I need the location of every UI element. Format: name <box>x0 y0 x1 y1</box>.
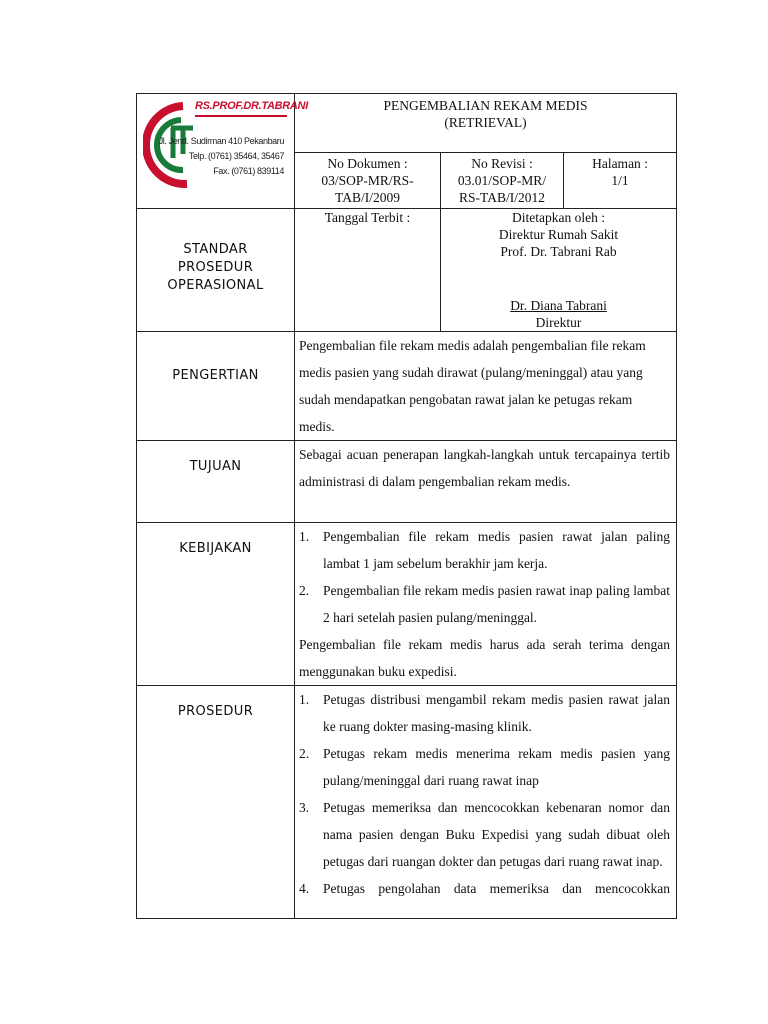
list-item <box>299 740 670 794</box>
page-label: Halaman : <box>592 156 648 171</box>
list-item <box>299 875 670 902</box>
issue-date-label: Tanggal Terbit : <box>324 210 411 225</box>
revision-number-cell <box>441 153 564 209</box>
hospital-logo-cell <box>137 94 308 209</box>
sop-label-cell <box>137 209 295 332</box>
document-title <box>295 94 677 153</box>
approval-cell <box>441 209 677 332</box>
kebijakan-label-cell <box>137 523 295 686</box>
page-value: 1/1 <box>611 173 629 188</box>
pengertian-content <box>295 332 677 441</box>
signer-role: Direktur <box>535 315 582 330</box>
doc-number-label: No Dokumen : <box>327 156 408 171</box>
document-number-cell <box>295 153 441 209</box>
issue-date-cell <box>295 209 441 332</box>
page-number-cell <box>564 153 677 209</box>
pengertian-label: PENGERTIAN <box>172 368 259 383</box>
list-text: Petugas rekam medis menerima rekam medis pasien yang pulang/meninggal dari ruang rawat inap <box>323 746 671 788</box>
list-item <box>299 523 670 577</box>
signer-name: Dr. Diana Tabrani <box>510 298 607 313</box>
sop-label-line-3: OPERASIONAL <box>167 278 264 293</box>
title-line-2: (RETRIEVAL) <box>444 115 527 130</box>
kebijakan-list <box>299 523 670 631</box>
hospital-fax: Fax. (0761) 839114 <box>213 166 284 176</box>
list-text: Petugas memeriksa dan mencocokkan kebenaran nomor dan nama pasien dengan Buku Expedisi yang sudah dibuat oleh petugas dari ruangan dokter dan petugas dari ruang rawat inap. <box>323 800 671 869</box>
pengertian-text: Pengembalian file rekam medis adalah pengembalian file rekam medis pasien yang sudah dirawat (pulang/meninggal) atau yang sudah mendapatkan pengobatan rawat jalan ke petugas rekam medis. <box>299 338 646 434</box>
doc-number-value-2: TAB/I/2009 <box>335 190 400 205</box>
list-number: 1. <box>299 529 310 544</box>
prosedur-label-cell <box>137 686 295 919</box>
hospital-address: Jl. Jend. Sudirman 410 Pekanbaru <box>158 136 284 146</box>
revision-value-1: 03.01/SOP-MR/ <box>457 173 547 188</box>
hospital-name-underline <box>195 115 287 117</box>
sop-table <box>136 93 677 919</box>
list-number: 4. <box>299 881 310 896</box>
list-text: Petugas pengolahan data memeriksa dan mencocokkan <box>323 881 671 896</box>
tujuan-label-cell <box>137 441 295 523</box>
tujuan-text: Sebagai acuan penerapan langkah-langkah untuk tercapainya tertib administrasi di dalam pengembalian rekam medis. <box>299 447 671 489</box>
pengertian-label-cell <box>137 332 295 441</box>
revision-label: No Revisi : <box>471 156 533 171</box>
list-text: Petugas distribusi mengambil rekam medis pasien rawat jalan ke ruang dokter masing-masing klinik. <box>323 692 671 734</box>
kebijakan-content <box>295 523 677 686</box>
list-item <box>299 794 670 875</box>
sop-label-line-1: STANDAR <box>183 242 248 257</box>
approved-by-name: Prof. Dr. Tabrani Rab <box>500 244 617 259</box>
prosedur-label: PROSEDUR <box>177 704 254 719</box>
list-item <box>299 686 670 740</box>
sop-label-line-2: PROSEDUR <box>177 260 254 275</box>
list-number: 1. <box>299 692 310 707</box>
list-text: Pengembalian file rekam medis pasien rawat inap paling lambat 2 hari setelah pasien pulang/meninggal. <box>323 583 671 625</box>
doc-number-value-1: 03/SOP-MR/RS- <box>321 173 414 188</box>
kebijakan-label: KEBIJAKAN <box>179 541 252 556</box>
tujuan-content <box>295 441 677 523</box>
prosedur-content <box>295 686 677 919</box>
approved-by-label: Ditetapkan oleh : <box>512 210 605 225</box>
title-line-1: PENGEMBALIAN REKAM MEDIS <box>383 98 588 113</box>
list-number: 2. <box>299 583 310 598</box>
kebijakan-note: Pengembalian file rekam medis harus ada serah terima dengan menggunakan buku expedisi. <box>299 637 671 679</box>
approved-by-org: Direktur Rumah Sakit <box>498 227 619 242</box>
revision-value-2: RS-TAB/I/2012 <box>459 190 545 205</box>
list-item <box>299 577 670 631</box>
tujuan-label: TUJUAN <box>189 459 242 474</box>
hospital-phone: Telp. (0761) 35464, 35467 <box>188 151 284 161</box>
list-number: 2. <box>299 746 310 761</box>
list-number: 3. <box>299 800 310 815</box>
prosedur-list <box>299 686 670 902</box>
list-text: Pengembalian file rekam medis pasien rawat jalan paling lambat 1 jam sebelum berakhir jam kerja. <box>323 529 671 571</box>
hospital-name: RS.PROF.DR.TABRANI <box>195 100 308 112</box>
